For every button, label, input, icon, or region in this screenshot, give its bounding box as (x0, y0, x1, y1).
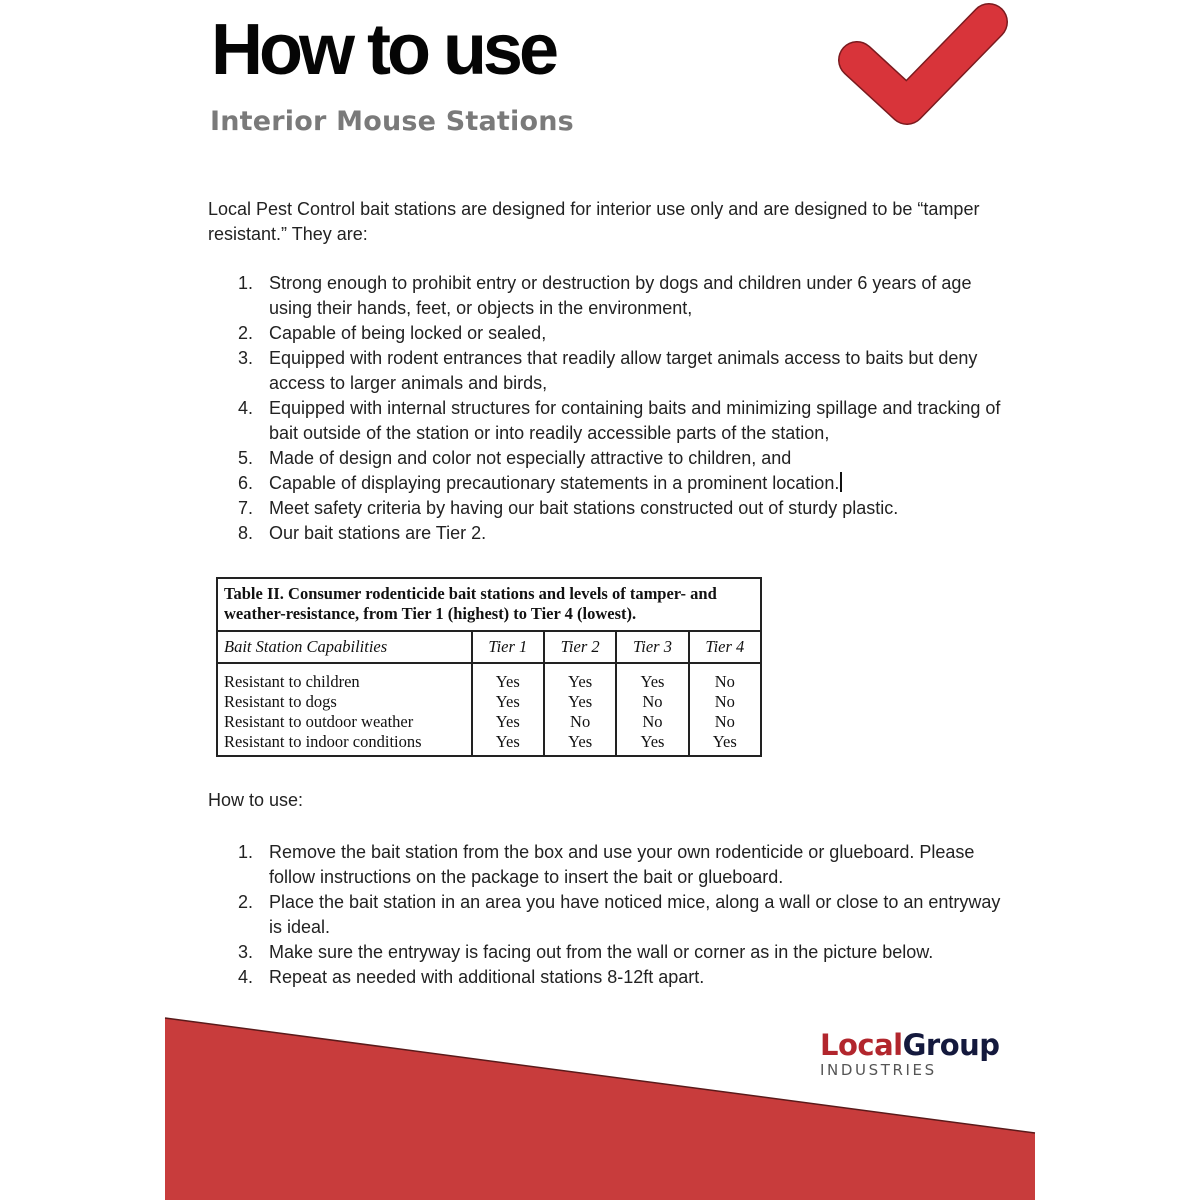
tier-cell: Yes (472, 712, 544, 732)
tier-cell: Yes (544, 692, 616, 712)
tier-cell: Yes (472, 732, 544, 756)
step-text: Place the bait station in an area you have noticed mice, along a wall or close to an entryway is ideal. (269, 892, 1001, 937)
step-text: Remove the bait station from the box and use your own rodenticide or glueboard. Please follow instructions on the package to insert the bait or glueboard. (269, 842, 975, 887)
tier-cell: No (689, 712, 761, 732)
tier-cell: No (616, 692, 688, 712)
header-tier-4: Tier 4 (689, 631, 761, 663)
logo-local-text: Local (820, 1028, 903, 1062)
feature-number: 6. (238, 473, 254, 493)
feature-number: 7. (238, 498, 254, 518)
tier-cell: No (616, 712, 688, 732)
feature-text: Capable of being locked or sealed, (269, 323, 547, 343)
header-tier-1: Tier 1 (472, 631, 544, 663)
step-number: 3. (238, 942, 254, 962)
capability-cell: Resistant to dogs (217, 692, 472, 712)
feature-number: 5. (238, 448, 254, 468)
feature-text: Strong enough to prohibit entry or destruction by dogs and children under 6 years of age using their hands, feet, or objects in the environment, (269, 273, 972, 318)
capability-cell: Resistant to indoor conditions (217, 732, 472, 756)
step-text: Make sure the entryway is facing out from the wall or corner as in the picture below. (269, 942, 934, 962)
intro-paragraph: Local Pest Control bait stations are designed for interior use only and are designed to be “tamper resistant.” They are: (208, 199, 980, 244)
header-capabilities: Bait Station Capabilities (217, 631, 472, 663)
step-text: Repeat as needed with additional stations 8-12ft apart. (269, 967, 705, 987)
tier-cell: No (544, 712, 616, 732)
feature-text: Made of design and color not especially attractive to children, and (269, 448, 792, 468)
step-number: 2. (238, 892, 254, 912)
header-tier-2: Tier 2 (544, 631, 616, 663)
tier-cell: No (689, 692, 761, 712)
company-logo (820, 1028, 1000, 1079)
how-to-heading: How to use: (208, 790, 304, 810)
feature-number: 4. (238, 398, 254, 418)
tier-cell: Yes (544, 732, 616, 756)
header-tier-3: Tier 3 (616, 631, 688, 663)
capability-cell: Resistant to outdoor weather (217, 712, 472, 732)
feature-number: 3. (238, 348, 254, 368)
logo-wordmark (820, 1028, 1000, 1062)
tier-cell: Yes (472, 663, 544, 692)
feature-number: 8. (238, 523, 254, 543)
feature-text: Equipped with internal structures for containing baits and minimizing spillage and tracking of bait outside of the station or into readily accessible parts of the station, (269, 398, 1001, 443)
tier-cell: No (689, 663, 761, 692)
feature-text: Capable of displaying precautionary statements in a prominent location. (269, 473, 840, 493)
feature-text: Meet safety criteria by having our bait stations constructed out of sturdy plastic. (269, 498, 899, 518)
logo-group-text: Group (902, 1028, 1000, 1062)
tier-cell: Yes (616, 663, 688, 692)
step-number: 1. (238, 842, 254, 862)
step-number: 4. (238, 967, 254, 987)
page-title: How to use (211, 10, 556, 90)
feature-text: Equipped with rodent entrances that readily allow target animals access to baits but deny access to larger animals and birds, (269, 348, 978, 393)
tier-cell: Yes (472, 692, 544, 712)
feature-number: 2. (238, 323, 254, 343)
logo-subtitle: INDUSTRIES (820, 1061, 937, 1079)
capability-cell: Resistant to children (217, 663, 472, 692)
tier-cell: Yes (689, 732, 761, 756)
feature-number: 1. (238, 273, 254, 293)
feature-text: Our bait stations are Tier 2. (269, 523, 487, 543)
tier-cell: Yes (544, 663, 616, 692)
page-subtitle: Interior Mouse Stations (210, 106, 574, 137)
tier-cell: Yes (616, 732, 688, 756)
table-caption: Table II. Consumer rodenticide bait stations and levels of tamper- and weather-resistance, from Tier 1 (highest) to Tier 4 (lowest). (217, 578, 761, 631)
